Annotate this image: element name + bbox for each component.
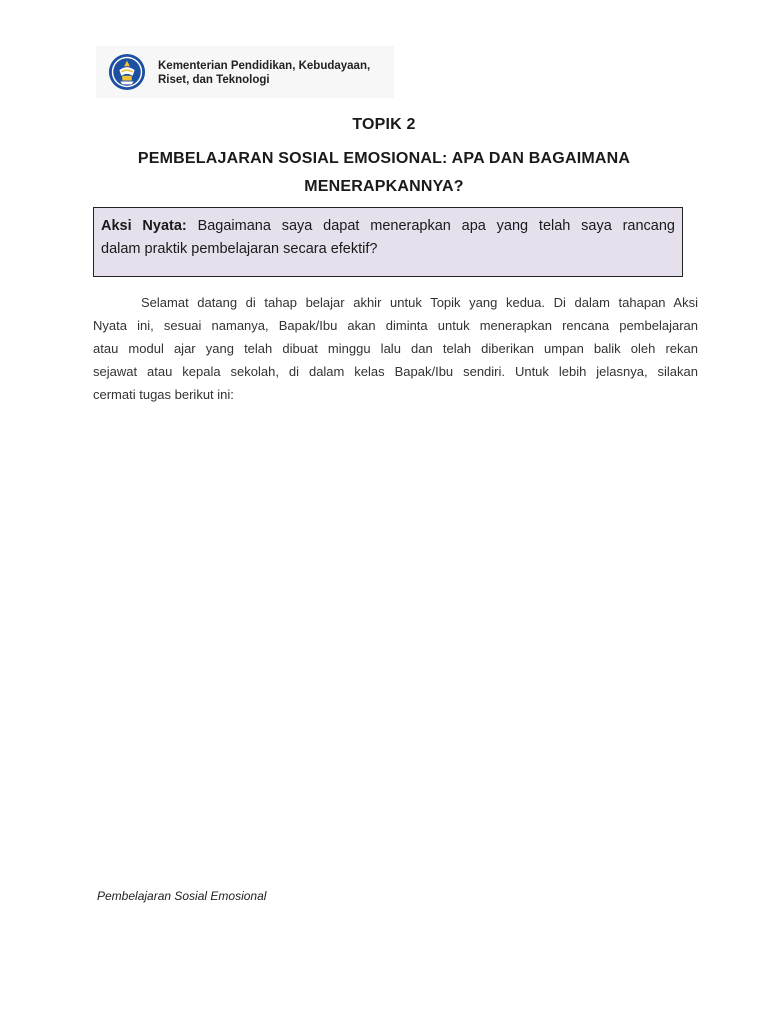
ministry-name-line2: Riset, dan Teknologi [158,74,270,86]
ministry-name [158,59,370,87]
intro-line: cermati tugas berikut ini: [93,387,234,402]
intro-line: sejawat atau kepala sekolah, di dalam kelas Bapak/Ibu sendiri. Untuk lebih jelasnya, silakan [93,364,698,379]
action-label: Aksi Nyata: [101,218,187,234]
action-question-part1: Bagaimana saya dapat menerapkan apa yang telah saya rancang [186,218,675,234]
main-title [96,145,672,201]
main-title-line2: MENERAPKANNYA? [304,178,464,195]
intro-line: Nyata ini, sesuai namanya, Bapak/Ibu akan diminta untuk menerapkan rencana pembelajaran [93,318,698,333]
action-box-line1 [101,215,675,238]
main-title-line1: PEMBELAJARAN SOSIAL EMOSIONAL: APA DAN BAGAIMANA [137,150,631,167]
letterhead [96,46,394,98]
action-question-box [93,207,683,277]
intro-paragraph [93,291,698,406]
page-footer: Pembelajaran Sosial Emosional [97,889,267,903]
topic-title: TOPIK 2 [352,116,416,133]
intro-line: Selamat datang di tahap belajar akhir untuk Topik yang kedua. Di dalam tahapan Aksi [141,295,698,310]
ministry-name-line1: Kementerian Pendidikan, Kebudayaan, [158,60,371,72]
tut-wuri-handayani-logo-icon [108,53,146,91]
intro-line: atau modul ajar yang telah dibuat minggu lalu dan telah diberikan umpan balik oleh rekan [93,341,698,356]
action-question-part2: dalam praktik pembelajaran secara efektif? [101,241,378,257]
